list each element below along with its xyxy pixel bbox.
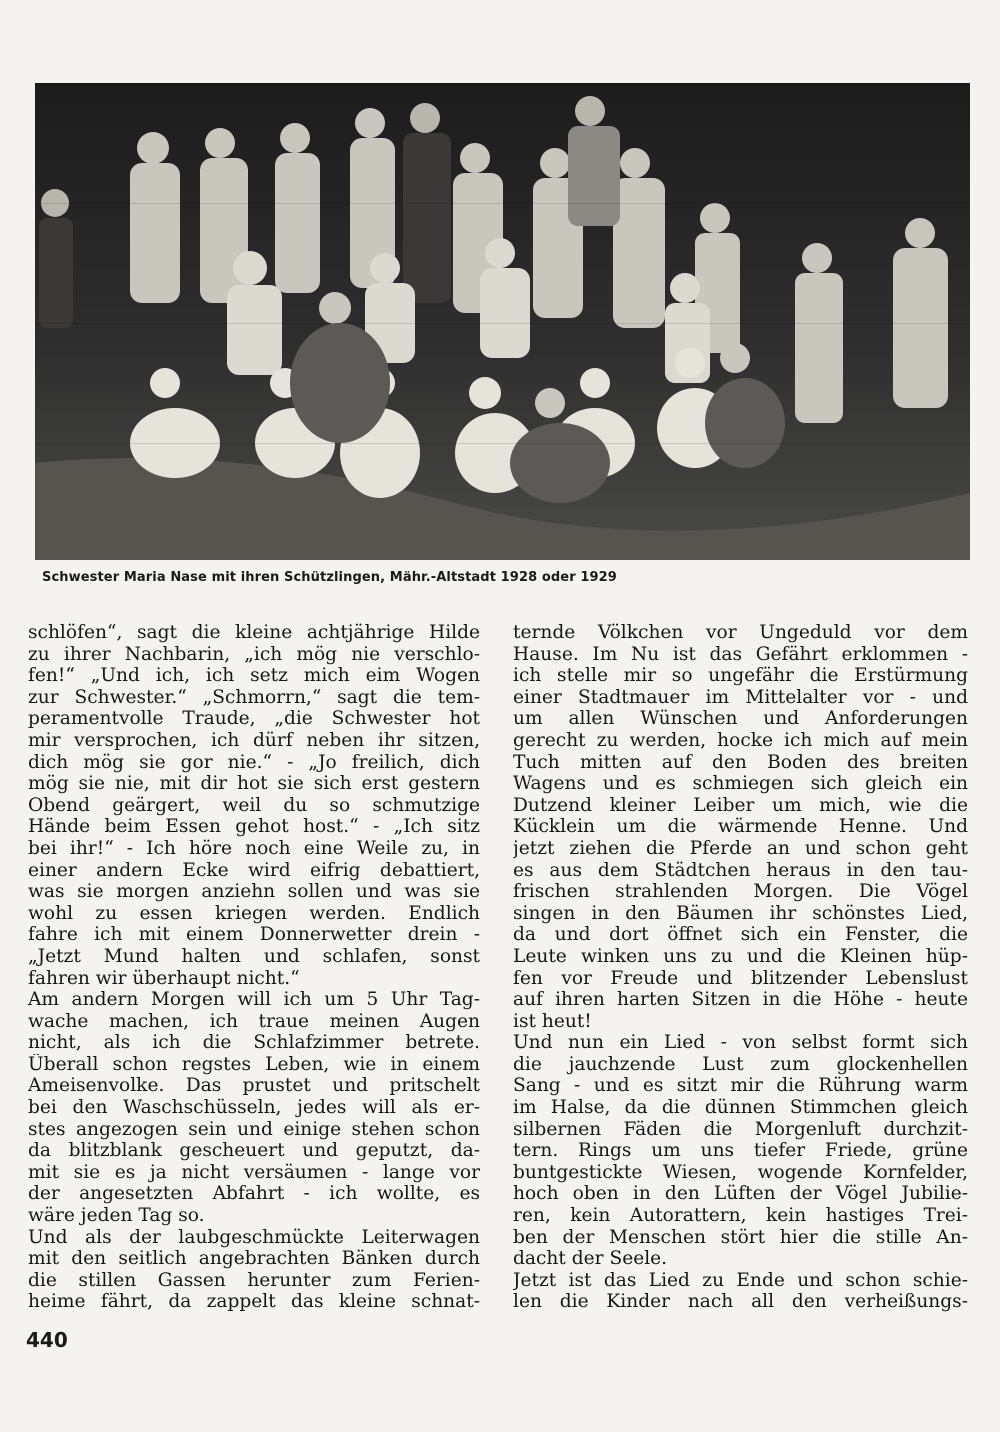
text-line: singen in den Bäumen ihr schönstes Lied, [513,902,968,924]
text-line: Tuch mitten auf den Boden des breiten [513,751,968,773]
text-line: da und dort öffnet sich ein Fenster, die [513,924,968,946]
text-line: bei ihr!“ - Ich höre noch eine Weile zu, in [28,837,480,859]
text-line: Kücklein um die wärmende Henne. Und [513,816,968,838]
text-line: einer andern Ecke wird eifrig debattiert, [28,859,480,881]
text-line: Und als der laubgeschmückte Leiterwagen [28,1226,480,1248]
text-line: heime fährt, da zappelt das kleine schnat- [28,1291,480,1313]
text-column-left [28,622,480,1313]
text-line: was sie morgen anziehn sollen und was sie [28,881,480,903]
text-line: buntgestickte Wiesen, wogende Kornfelder, [513,1161,968,1183]
text-line: dacht der Seele. [513,1248,668,1270]
text-line: einer Stadtmauer im Mittelalter vor - und [513,686,968,708]
text-line: Überall schon regstes Leben, wie in einem [28,1053,480,1075]
text-line: der angesetzten Abfahrt - ich wollte, es [28,1183,480,1205]
text-line: frischen strahlenden Morgen. Die Vögel [513,881,968,903]
text-line: um allen Wünschen und Anforderungen [513,708,968,730]
photo-caption: Schwester Maria Nase mit ihren Schützlingen, Mähr.-Altstadt 1928 oder 1929 [42,570,617,585]
text-line: ben der Menschen stört hier die stille An- [513,1226,968,1248]
text-line: silbernen Fäden die Morgenluft durchzit- [513,1118,968,1140]
text-line: Dutzend kleiner Leiber um mich, wie die [513,794,968,816]
text-line: es aus dem Städtchen heraus in den tau- [513,859,968,881]
text-line: len die Kinder nach all den verheißungs- [513,1291,968,1313]
text-line: die stillen Gassen herunter zum Ferien- [28,1269,480,1291]
text-line: im Halse, da die dünnen Stimmchen gleich [513,1097,968,1119]
text-line: die jauchzende Lust zum glockenhellen [513,1053,968,1075]
text-line: auf ihren harten Sitzen in die Höhe - heute [513,989,968,1011]
text-line: jetzt ziehen die Pferde an und schon geht [513,837,968,859]
text-line: stes angezogen sein und einige stehen schon [28,1118,480,1140]
text-line: zu ihrer Nachbarin, „ich mög nie verschlo- [28,643,480,665]
text-line: mit sie es ja nicht versäumen - lange vor [28,1161,480,1183]
text-line: wäre jeden Tag so. [28,1205,205,1227]
text-line: Und nun ein Lied - von selbst formt sich [513,1032,968,1054]
text-line: Ameisenvolke. Das prustet und pritschelt [28,1075,480,1097]
text-line: Hände beim Essen gehot host.“ - „Ich sitz [28,816,480,838]
group-photo [35,83,970,560]
text-line: tern. Rings um uns tiefer Friede, grüne [513,1140,968,1162]
text-line: Hause. Im Nu ist das Gefährt erklommen - [513,643,968,665]
text-line: dich mög sie gor nie.“ - „Jo freilich, dich [28,751,480,773]
text-line: Obend geärgert, weil du so schmutzige [28,794,480,816]
text-line: ternde Völkchen vor Ungeduld vor dem [513,622,968,643]
text-line: gerecht zu werden, hocke ich mich auf mein [513,729,968,751]
text-line: zur Schwester.“ „Schmorrn,“ sagt die tem- [28,686,480,708]
text-line: Sang - und es sitzt mir die Rührung warm [513,1075,968,1097]
text-line: mög sie nie, mit dir hot sie sich erst gestern [28,773,480,795]
text-line: ist heut! [513,1010,592,1032]
text-line: fen!“ „Und ich, ich setz mich eim Wogen [28,665,480,687]
text-line: „Jetzt Mund halten und schlafen, sonst [28,945,480,967]
text-line: fahre ich mit einem Donnerwetter drein - [28,924,480,946]
text-line: Am andern Morgen will ich um 5 Uhr Tag- [28,989,480,1011]
photo-image [35,83,970,560]
text-line: bei den Waschschüsseln, jedes will als er- [28,1097,480,1119]
text-line: nicht, als ich die Schlafzimmer betrete. [28,1032,480,1054]
text-line: ich stelle mir so ungefähr die Erstürmung [513,665,968,687]
text-line: schlöfen“, sagt die kleine achtjährige Hilde [28,622,480,643]
text-line: ren, kein Autorattern, kein hastiges Trei- [513,1205,968,1227]
page-number: 440 [26,1328,68,1352]
text-line: Leute winken uns zu und die Kleinen hüp- [513,945,968,967]
text-line: mir versprochen, ich dürf neben ihr sitzen, [28,729,480,751]
text-column-right [513,622,968,1313]
text-line: mit den seitlich angebrachten Bänken durch [28,1248,480,1270]
text-line: wache machen, ich traue meinen Augen [28,1010,480,1032]
text-line: da blitzblank gescheuert und geputzt, da- [28,1140,480,1162]
text-line: fen vor Freude und blitzender Lebenslust [513,967,968,989]
text-line: Wagens und es schmiegen sich gleich ein [513,773,968,795]
text-line: peramentvolle Traude, „die Schwester hot [28,708,480,730]
text-line: wohl zu essen kriegen werden. Endlich [28,902,480,924]
text-line: hoch oben in den Lüften der Vögel Jubilie- [513,1183,968,1205]
text-line: fahren wir überhaupt nicht.“ [28,967,300,989]
text-line: Jetzt ist das Lied zu Ende und schon schie- [513,1269,968,1291]
